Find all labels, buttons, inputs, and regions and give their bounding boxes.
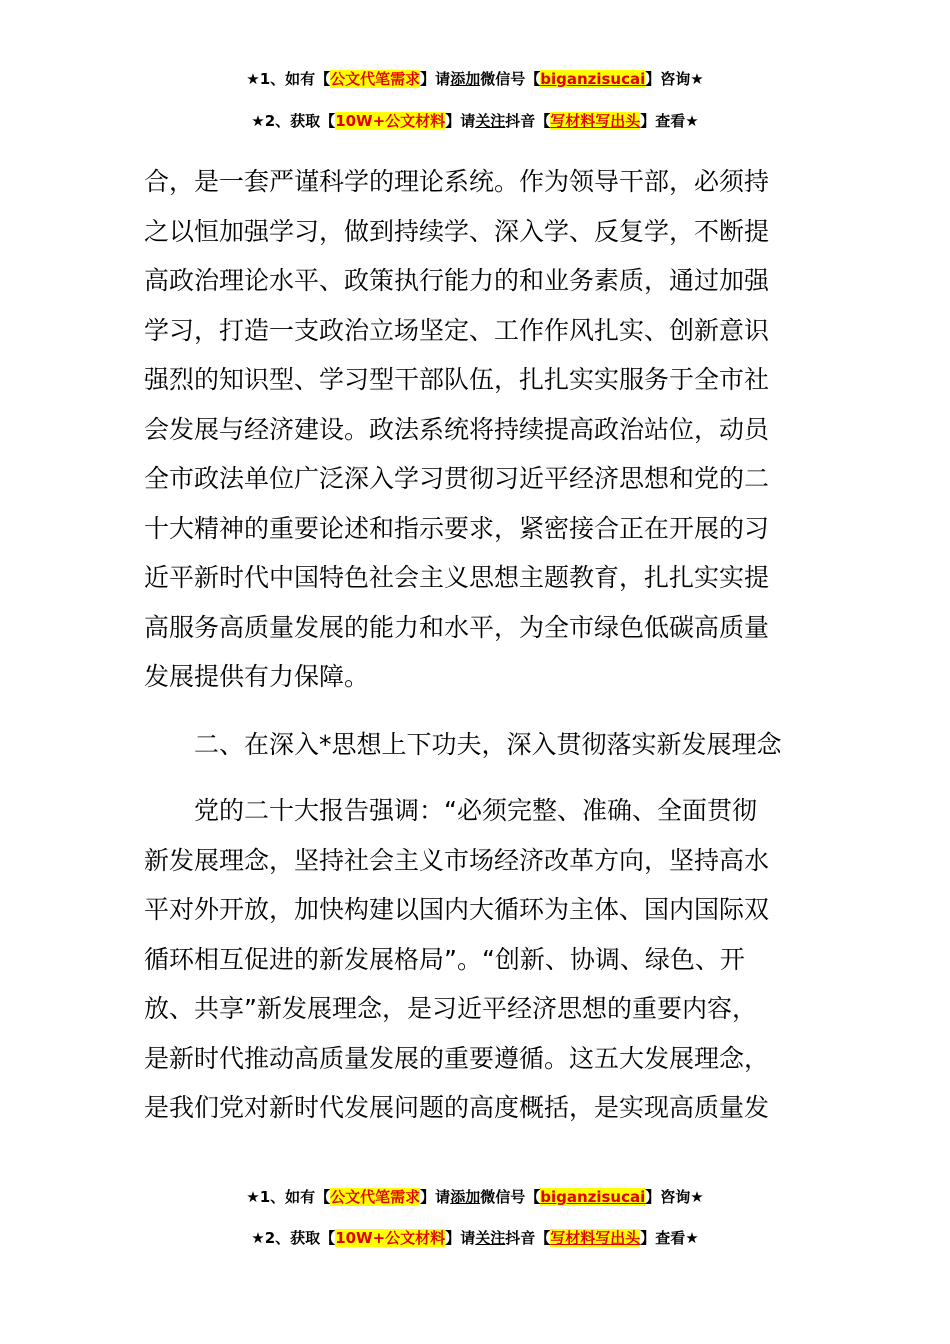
promo-suffix: 】咨询★ <box>645 1188 704 1206</box>
header-promo-line-2 <box>0 110 950 132</box>
promo-highlight-douyin: 写材料写出头 <box>550 112 641 130</box>
promo-text: 】请 <box>420 70 451 88</box>
text-line: 合，是一套严谨科学的理论系统。作为领导干部，必须持 <box>144 167 770 196</box>
footer-promo-line-1 <box>0 1186 950 1208</box>
section-heading: 二、在深入*思想上下功夫，深入贯彻落实新发展理念 <box>194 730 782 759</box>
promo-highlight-materials: 10W+公文材料 <box>335 1229 446 1247</box>
text-line: 党的二十大报告强调：“必须完整、准确、全面贯彻 <box>194 796 757 825</box>
text-line: 之以恒加强学习，做到持续学、深入学、反复学，不断提 <box>144 216 770 246</box>
promo-emphasis: 关注 <box>475 1229 506 1247</box>
promo-text: 抖音【 <box>505 112 551 130</box>
paragraph-1 <box>144 157 806 702</box>
text-line: 是我们党对新时代发展问题的高度概括，是实现高质量发 <box>144 1093 770 1122</box>
promo-text: 】请 <box>445 1229 476 1247</box>
promo-highlight-wechat-id: biganzisucai <box>540 70 646 88</box>
paragraph-2 <box>144 786 806 1133</box>
promo-highlight-service: 公文代笔需求 <box>330 70 421 88</box>
text-line: 强烈的知识型、学习型干部队伍，扎扎实实服务于全市社 <box>144 365 770 394</box>
text-line: 平对外开放，加快构建以国内大循环为主体、国内国际双 <box>144 895 770 924</box>
promo-suffix: 】查看★ <box>640 1229 699 1247</box>
promo-prefix: ★1、如有【 <box>246 1188 331 1206</box>
promo-prefix: ★2、获取【 <box>251 1229 336 1247</box>
text-line: 近平新时代中国特色社会主义思想主题教育，扎扎实实提 <box>144 563 770 592</box>
promo-text: 抖音【 <box>505 1229 551 1247</box>
text-line: 放、共享”新发展理念，是习近平经济思想的重要内容， <box>144 994 757 1023</box>
promo-suffix: 】查看★ <box>640 112 699 130</box>
promo-prefix: ★2、获取【 <box>251 112 336 130</box>
text-line: 新发展理念，坚持社会主义市场经济改革方向，坚持高水 <box>144 845 770 875</box>
promo-highlight-douyin: 写材料写出头 <box>550 1229 641 1247</box>
promo-text: 微信号【 <box>480 1188 541 1206</box>
footer-promo-line-2 <box>0 1227 950 1249</box>
promo-emphasis: 关注 <box>475 112 506 130</box>
promo-text: 微信号【 <box>480 70 541 88</box>
text-line: 循环相互促进的新发展格局”。“创新、协调、绿色、开 <box>144 944 745 974</box>
text-line: 发展提供有力保障。 <box>144 662 370 691</box>
text-line: 是新时代推动高质量发展的重要遵循。这五大发展理念， <box>144 1043 770 1073</box>
promo-prefix: ★1、如有【 <box>246 70 331 88</box>
header-promo-line-1 <box>0 68 950 90</box>
text-line: 高政治理论水平、政策执行能力的和业务素质，通过加强 <box>144 266 770 295</box>
text-line: 全市政法单位广泛深入学习贯彻习近平经济思想和党的二 <box>144 464 770 493</box>
text-line: 会发展与经济建设。政法系统将持续提高政治站位，动员 <box>144 414 770 444</box>
promo-highlight-materials: 10W+公文材料 <box>335 112 446 130</box>
promo-text: 】请 <box>445 112 476 130</box>
promo-highlight-wechat-id: biganzisucai <box>540 1188 646 1206</box>
promo-highlight-service: 公文代笔需求 <box>330 1188 421 1206</box>
text-line: 学习，打造一支政治立场坚定、工作作风扎实、创新意识 <box>144 315 770 345</box>
promo-suffix: 】咨询★ <box>645 70 704 88</box>
promo-text: 】请 <box>420 1188 451 1206</box>
promo-emphasis: 添加 <box>450 1188 481 1206</box>
promo-emphasis: 添加 <box>450 70 481 88</box>
text-line: 十大精神的重要论述和指示要求，紧密接合正在开展的习 <box>144 513 770 543</box>
text-line: 高服务高质量发展的能力和水平，为全市绿色低碳高质量 <box>144 612 770 642</box>
